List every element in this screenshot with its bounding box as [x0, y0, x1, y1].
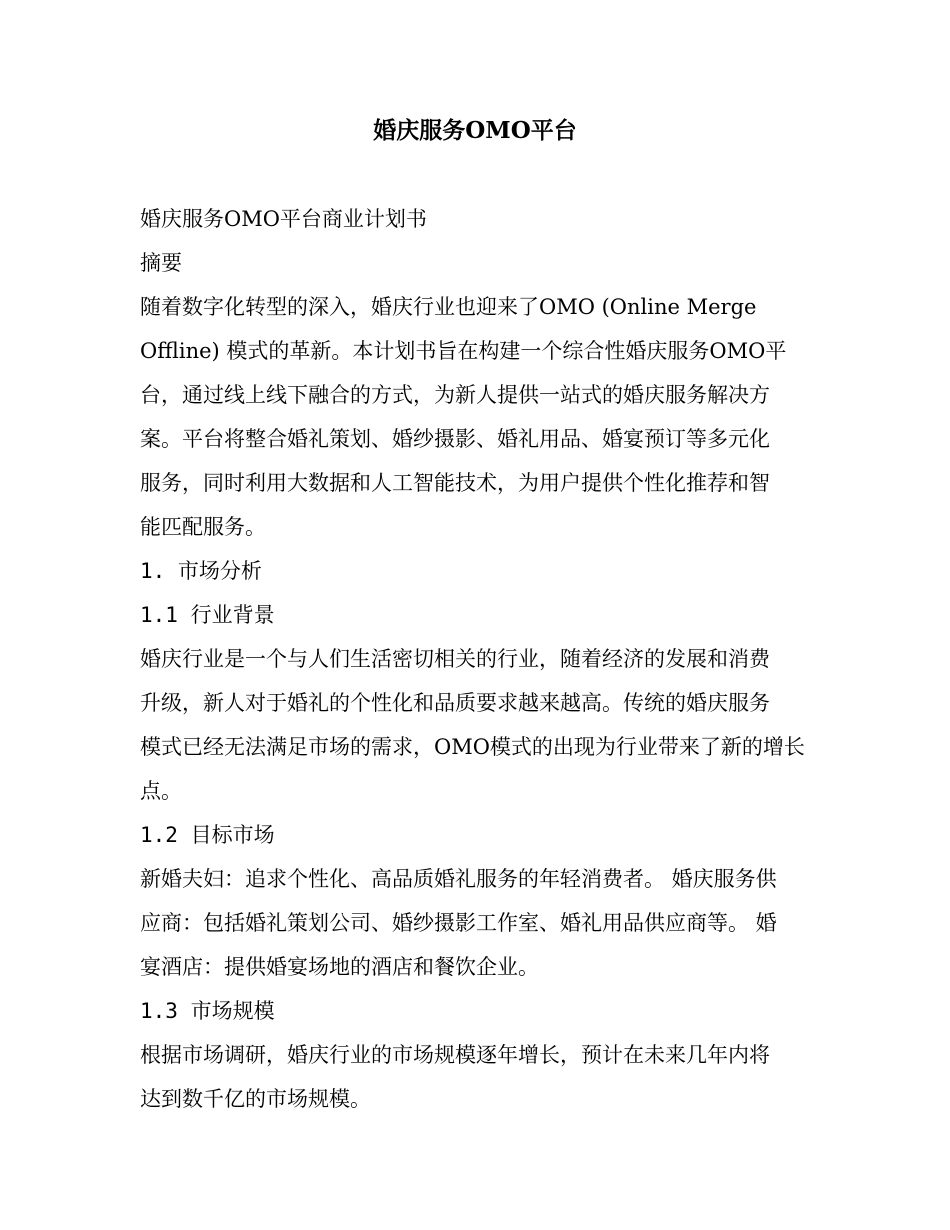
section-1-2-line-1: 新婚夫妇：追求个性化、高品质婚礼服务的年轻消费者。 婚庆服务供 — [140, 867, 777, 891]
section-1-2-heading: 1.2 目标市场 — [140, 823, 275, 847]
section-1-3-line-1: 根据市场调研，婚庆行业的市场规模逐年增长，预计在未来几年内将 — [140, 1043, 770, 1067]
document-body — [140, 197, 810, 1121]
abstract-heading: 摘要 — [140, 251, 182, 275]
abstract-line-2: Offline) 模式的革新。本计划书旨在构建一个综合性婚庆服务OMO平 — [140, 339, 787, 363]
section-1-3-line-2: 达到数千亿的市场规模。 — [140, 1087, 371, 1111]
abstract-line-1: 随着数字化转型的深入，婚庆行业也迎来了OMO (Online Merge — [140, 295, 757, 319]
section-1-1-line-4: 点。 — [140, 779, 182, 803]
section-1-2-line-3: 宴酒店：提供婚宴场地的酒店和餐饮企业。 — [140, 955, 539, 979]
abstract-line-3: 台，通过线上线下融合的方式，为新人提供一站式的婚庆服务解决方 — [140, 383, 770, 407]
section-1-heading: 1. 市场分析 — [140, 559, 262, 583]
section-1-1-line-1: 婚庆行业是一个与人们生活密切相关的行业，随着经济的发展和消费 — [140, 647, 770, 671]
abstract-line-6: 能匹配服务。 — [140, 515, 266, 539]
document-subtitle: 婚庆服务OMO平台商业计划书 — [140, 207, 427, 231]
abstract-line-4: 案。平台将整合婚礼策划、婚纱摄影、婚礼用品、婚宴预订等多元化 — [140, 427, 770, 451]
section-1-1-line-2: 升级，新人对于婚礼的个性化和品质要求越来越高。传统的婚庆服务 — [140, 691, 770, 715]
section-1-2-line-2: 应商：包括婚礼策划公司、婚纱摄影工作室、婚礼用品供应商等。 婚 — [140, 911, 777, 935]
abstract-line-5: 服务，同时利用大数据和人工智能技术，为用户提供个性化推荐和智 — [140, 471, 770, 495]
section-1-1-line-3: 模式已经无法满足市场的需求，OMO模式的出现为行业带来了新的增长 — [140, 735, 805, 759]
document-title: 婚庆服务OMO平台 — [373, 117, 577, 144]
section-1-1-heading: 1.1 行业背景 — [140, 603, 275, 627]
section-1-3-heading: 1.3 市场规模 — [140, 999, 275, 1023]
